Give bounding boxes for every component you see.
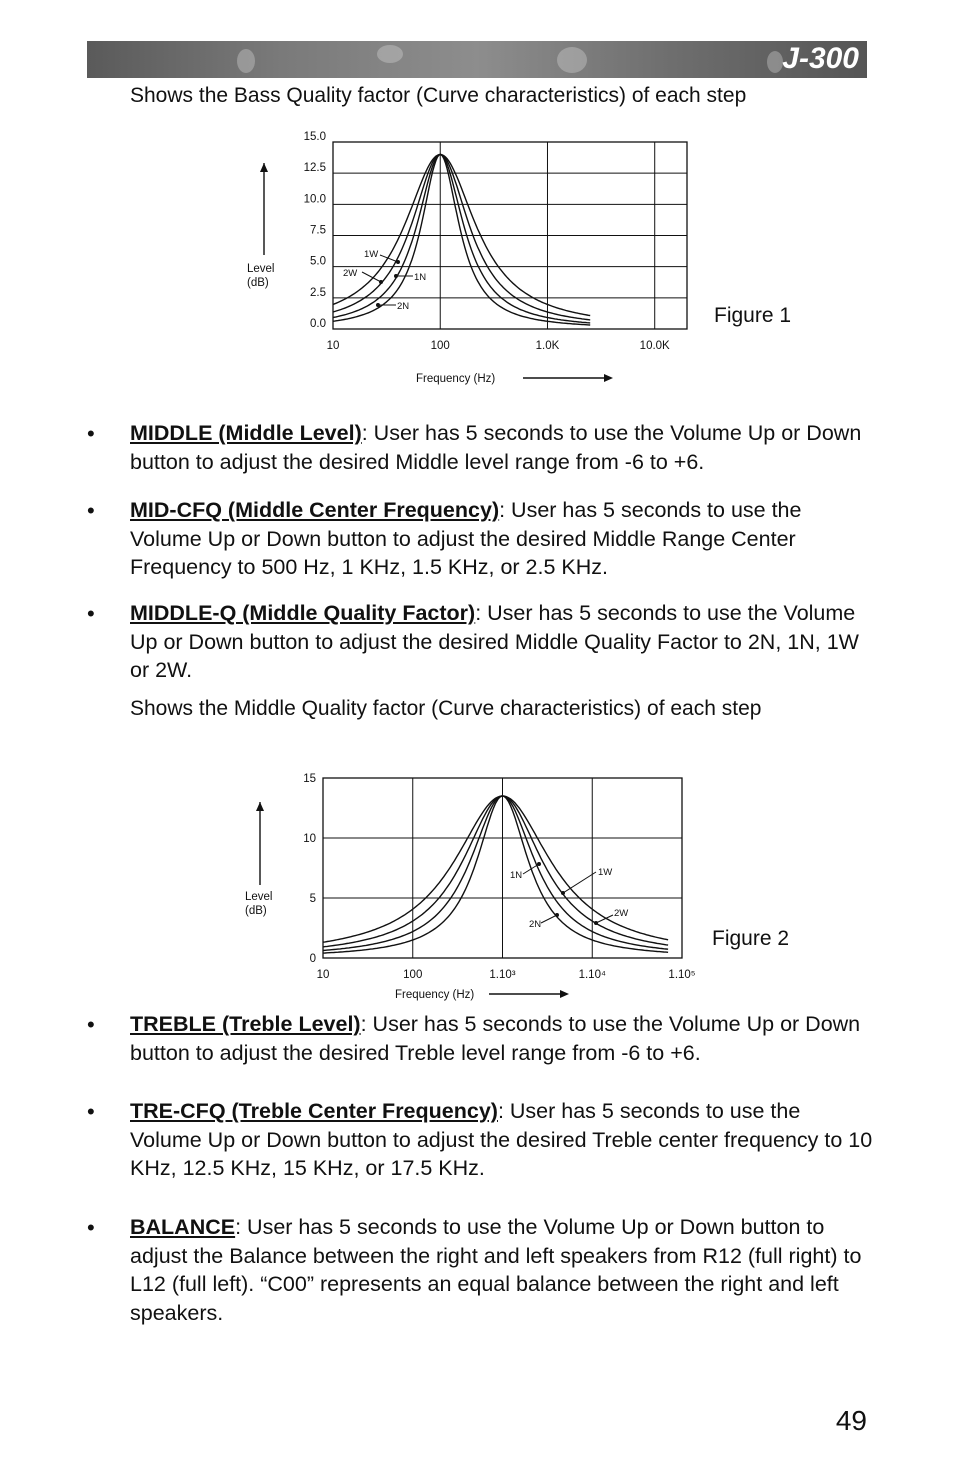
series-leader-line — [596, 915, 613, 923]
y-axis-label: Level — [247, 263, 275, 275]
bullet: • — [87, 1215, 95, 1240]
item-balance — [130, 1213, 875, 1327]
bullet: • — [87, 498, 95, 523]
item-term: MID-CFQ (Middle Center Frequency) — [130, 498, 500, 522]
header-band — [87, 41, 867, 78]
y-tick-label: 0 — [309, 953, 316, 965]
series-leader-dot — [537, 862, 541, 866]
figure1-caption: Shows the Bass Quality factor (Curve characteristics) of each step — [130, 84, 747, 107]
decorative-droplet — [237, 49, 255, 73]
series-label-2n: 2N — [397, 301, 410, 312]
series-leader-line — [563, 872, 596, 893]
item-term: TREBLE (Treble Level) — [130, 1012, 361, 1036]
y-tick-label: 15 — [303, 773, 316, 785]
y-tick-label: 15.0 — [303, 131, 326, 143]
x-axis-arrowhead — [560, 990, 569, 998]
series-label-1w: 1W — [598, 867, 613, 878]
x-tick-label: 10 — [326, 340, 340, 352]
decorative-droplet — [557, 47, 587, 73]
y-tick-label: 5.0 — [310, 255, 326, 268]
item-tre-cfq — [130, 1097, 875, 1183]
item-text: : User has 5 seconds to use the Volume Up or Down button to adjust the desired Middle level range from -6 to +6. — [130, 421, 862, 474]
y-axis-unit: (dB) — [247, 277, 269, 289]
x-tick-label: 10.0K — [639, 340, 670, 352]
y-axis-arrowhead — [260, 163, 268, 172]
x-tick-label: 1.10⁵ — [668, 969, 696, 981]
y-tick-label: 10.0 — [303, 193, 326, 206]
item-mid-cfq — [130, 496, 875, 582]
figure2-caption: Shows the Middle Quality factor (Curve characteristics) of each step — [130, 697, 762, 720]
header-title: J-300 — [782, 42, 859, 75]
y-axis-arrowhead — [256, 802, 264, 811]
figure1-label: Figure 1 — [714, 304, 792, 327]
item-middle-level — [130, 419, 875, 476]
item-text: : User has 5 seconds to use the Volume Up or Down button to adjust the desired Treble center frequency to 10 KHz, 12.5 KHz, 15 KHz, or 17.5 KHz. — [130, 1099, 873, 1180]
item-text: : User has 5 seconds to use the Volume Up or Down button to adjust the desired Middle Quality Factor to 2N, 1N, 1W or 2W. — [130, 601, 859, 682]
x-axis-label: Frequency (Hz) — [395, 989, 475, 1001]
item-term: MIDDLE-Q (Middle Quality Factor) — [130, 601, 476, 625]
series-leader-dot — [396, 260, 400, 264]
x-tick-label: 1.10⁴ — [578, 969, 606, 981]
series-leader-line — [362, 272, 381, 282]
item-term: TRE-CFQ (Treble Center Frequency) — [130, 1099, 498, 1123]
bullet: • — [87, 421, 95, 446]
series-leader-dot — [561, 891, 565, 895]
decorative-droplet — [767, 51, 783, 73]
series-label-2w: 2W — [343, 268, 358, 279]
series-label-2n: 2N — [529, 919, 542, 930]
y-tick-label: 10 — [303, 833, 316, 845]
y-tick-label: 5 — [309, 893, 316, 905]
page-number: 49 — [835, 1405, 867, 1436]
x-axis-label: Frequency (Hz) — [416, 373, 496, 385]
y-tick-label: 2.5 — [310, 286, 326, 299]
series-label-1n: 1N — [414, 272, 427, 283]
x-axis-arrowhead — [604, 374, 613, 382]
item-text: : User has 5 seconds to use the Volume Up or Down button to adjust the desired Middle Range Center Frequency to 500 Hz, 1 KHz, 1.5 KHz, or 2.5 KHz. — [130, 498, 802, 579]
item-middle-q — [130, 599, 875, 685]
series-leader-dot — [376, 303, 380, 307]
bullet: • — [87, 601, 95, 626]
item-term: BALANCE — [130, 1215, 236, 1239]
y-tick-label: 0.0 — [310, 318, 326, 330]
y-axis-unit: (dB) — [245, 905, 267, 917]
decorative-droplet — [377, 45, 403, 63]
item-treble-level — [130, 1010, 875, 1067]
x-tick-label: 1.0K — [535, 340, 560, 352]
y-tick-label: 7.5 — [310, 224, 326, 237]
series-leader-line — [541, 915, 557, 923]
item-text: : User has 5 seconds to use the Volume Up or Down button to adjust the Balance between the right and left speakers from R12 (full right) to L12 (full left). “C00” represents an equal balance between the right and left speakers. — [130, 1215, 862, 1325]
y-axis-label: Level — [245, 891, 273, 903]
item-text: : User has 5 seconds to use the Volume Up or Down button to adjust the desired Treble level range from -6 to +6. — [130, 1012, 861, 1065]
x-tick-label: 10 — [316, 969, 330, 981]
figure2-chart — [230, 760, 710, 1010]
series-leader-dot — [594, 921, 598, 925]
series-curve-2w — [323, 796, 668, 942]
series-leader-dot — [555, 913, 559, 917]
figure1-chart — [230, 120, 710, 400]
series-label-1w: 1W — [364, 249, 379, 260]
series-label-2w: 2W — [614, 908, 629, 919]
series-leader-dot — [379, 280, 383, 284]
x-tick-label: 100 — [403, 969, 423, 981]
bullet: • — [87, 1099, 95, 1124]
x-tick-label: 100 — [430, 340, 450, 352]
figure2-label: Figure 2 — [712, 927, 790, 950]
bullet: • — [87, 1012, 95, 1037]
series-curve-1n — [323, 796, 668, 951]
series-curve-2n — [333, 155, 590, 326]
series-leader-line — [523, 864, 539, 874]
item-term: MIDDLE (Middle Level) — [130, 421, 362, 445]
y-tick-label: 12.5 — [303, 162, 326, 175]
x-tick-label: 1.10³ — [489, 969, 516, 981]
series-leader-dot — [394, 274, 398, 278]
series-label-1n: 1N — [510, 870, 523, 881]
